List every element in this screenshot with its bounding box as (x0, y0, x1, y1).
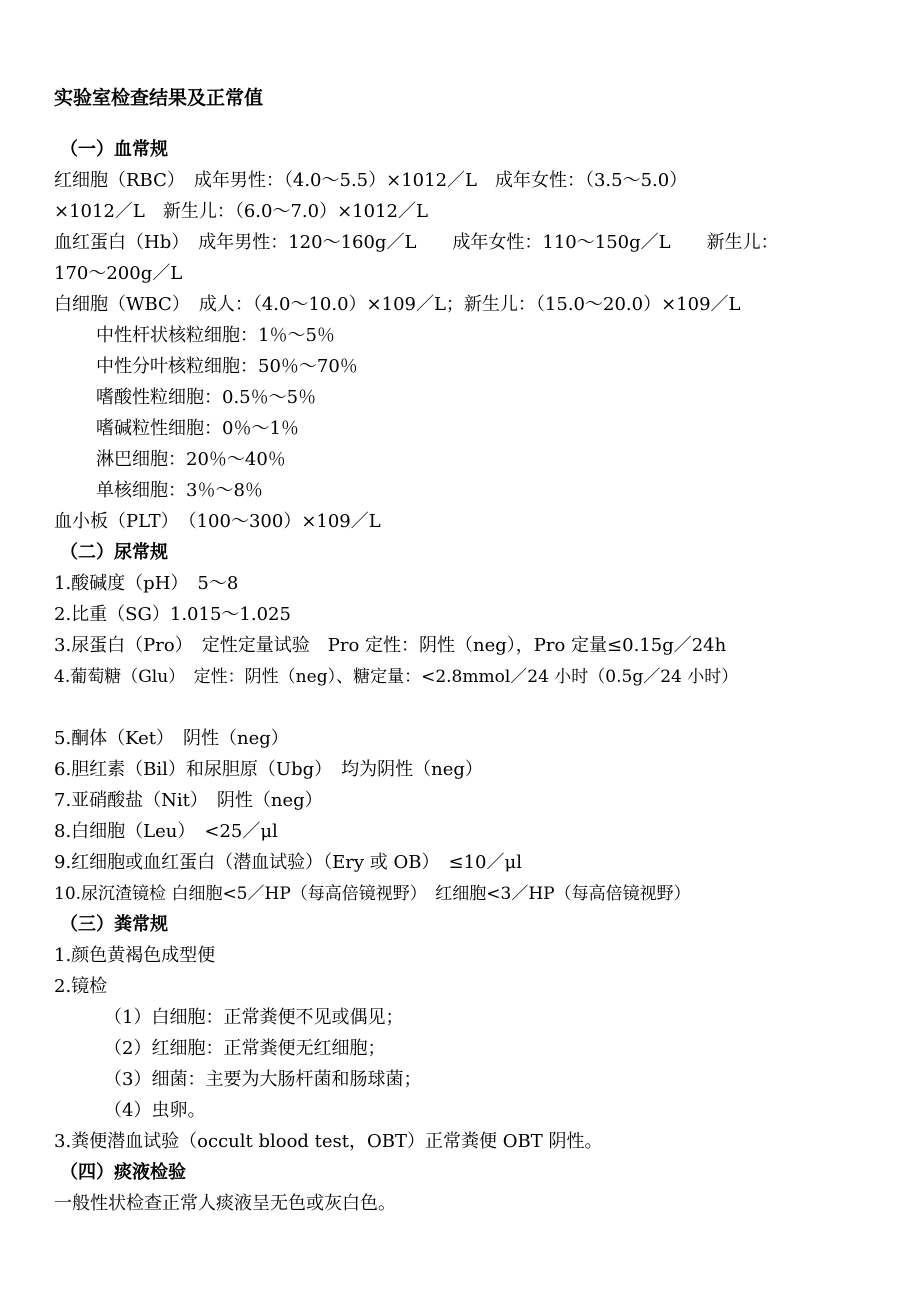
text-line-stool-1: 1.颜色黄褐色成型便 (54, 945, 216, 966)
section-heading-sputum: （四）痰液检验 (60, 1162, 186, 1183)
text-line-wbc: 白细胞（WBC） 成人：（4.0～10.0）×109／L；新生儿：（15.0～20.0）×109／L (54, 294, 741, 315)
section-heading-urine: （二）尿常规 (60, 542, 168, 563)
text-line-lympho: 淋巴细胞：20％～40％ (96, 449, 286, 470)
text-line-stool-sub-3: （3）细菌：主要为大肠杆菌和肠球菌； (104, 1069, 422, 1090)
text-line-stool-sub-2: （2）红细胞：正常粪便无红细胞； (104, 1038, 386, 1059)
text-line-hb-1: 血红蛋白（Hb） 成年男性：120～160g／L 成年女性：110～150g／L 新生儿： (54, 232, 779, 253)
text-line-urine-8: 8.白细胞（Leu） <25／μl (54, 821, 278, 842)
text-line-stool-sub-1: （1）白细胞：正常粪便不见或偶见； (104, 1007, 404, 1028)
text-line-urine-10: 10.尿沉渣镜检 白细胞<5／HP（每高倍镜视野） 红细胞<3／HP（每高倍镜视野） (54, 884, 691, 904)
text-line-stool-sub-4: （4）虫卵。 (104, 1100, 206, 1121)
text-line-urine-6: 6.胆红素（Bil）和尿胆原（Ubg） 均为阴性（neg） (54, 759, 483, 780)
text-line-urine-7: 7.亚硝酸盐（Nit） 阴性（neg） (54, 790, 323, 811)
text-line-stool-3: 3.粪便潜血试验（occult blood test，OBT）正常粪便 OBT 阴性。 (54, 1131, 603, 1152)
text-line-urine-9: 9.红细胞或血红蛋白（潜血试验）（Ery 或 OB） ≤10／μl (54, 852, 522, 873)
text-line-eosino: 嗜酸性粒细胞：0.5％～5％ (96, 387, 317, 408)
text-line-hb-2: 170～200g／L (54, 263, 183, 284)
document-title: 实验室检查结果及正常值 (54, 87, 264, 109)
text-line-baso: 嗜碱粒性细胞：0％～1％ (96, 418, 299, 439)
text-line-mono: 单核细胞：3％～8％ (96, 480, 263, 501)
text-line-neutro-seg: 中性分叶核粒细胞：50％～70％ (96, 356, 358, 377)
text-line-sputum: 一般性状检查正常人痰液呈无色或灰白色。 (54, 1193, 396, 1214)
text-line-urine-3: 3.尿蛋白（Pro） 定性定量试验 Pro 定性：阴性（neg），Pro 定量≤0.15g／24h (54, 635, 727, 656)
text-line-rbc-2: ×1012／L 新生儿：（6.0～7.0）×1012／L (54, 201, 428, 222)
text-line-rbc-1: 红细胞（RBC） 成年男性：（4.0～5.5）×1012／L 成年女性：（3.5～5.0） (54, 170, 688, 191)
text-line-urine-1: 1.酸碱度（pH） 5～8 (54, 573, 239, 594)
text-line-urine-5: 5.酮体（Ket） 阴性（neg） (54, 728, 289, 749)
text-line-urine-4: 4.葡萄糖（Glu） 定性：阴性（neg）、糖定量：<2.8mmol／24 小时（0.5g／24 小时） (54, 667, 739, 687)
section-heading-stool: （三）粪常规 (60, 914, 168, 935)
text-line-plt: 血小板（PLT） （100～300）×109／L (54, 511, 381, 532)
section-heading-blood: （一）血常规 (60, 139, 168, 160)
text-line-urine-2: 2.比重（SG）1.015～1.025 (54, 604, 291, 625)
text-line-stool-2: 2.镜检 (54, 976, 108, 997)
text-line-neutro-band: 中性杆状核粒细胞：1％～5％ (96, 325, 335, 346)
